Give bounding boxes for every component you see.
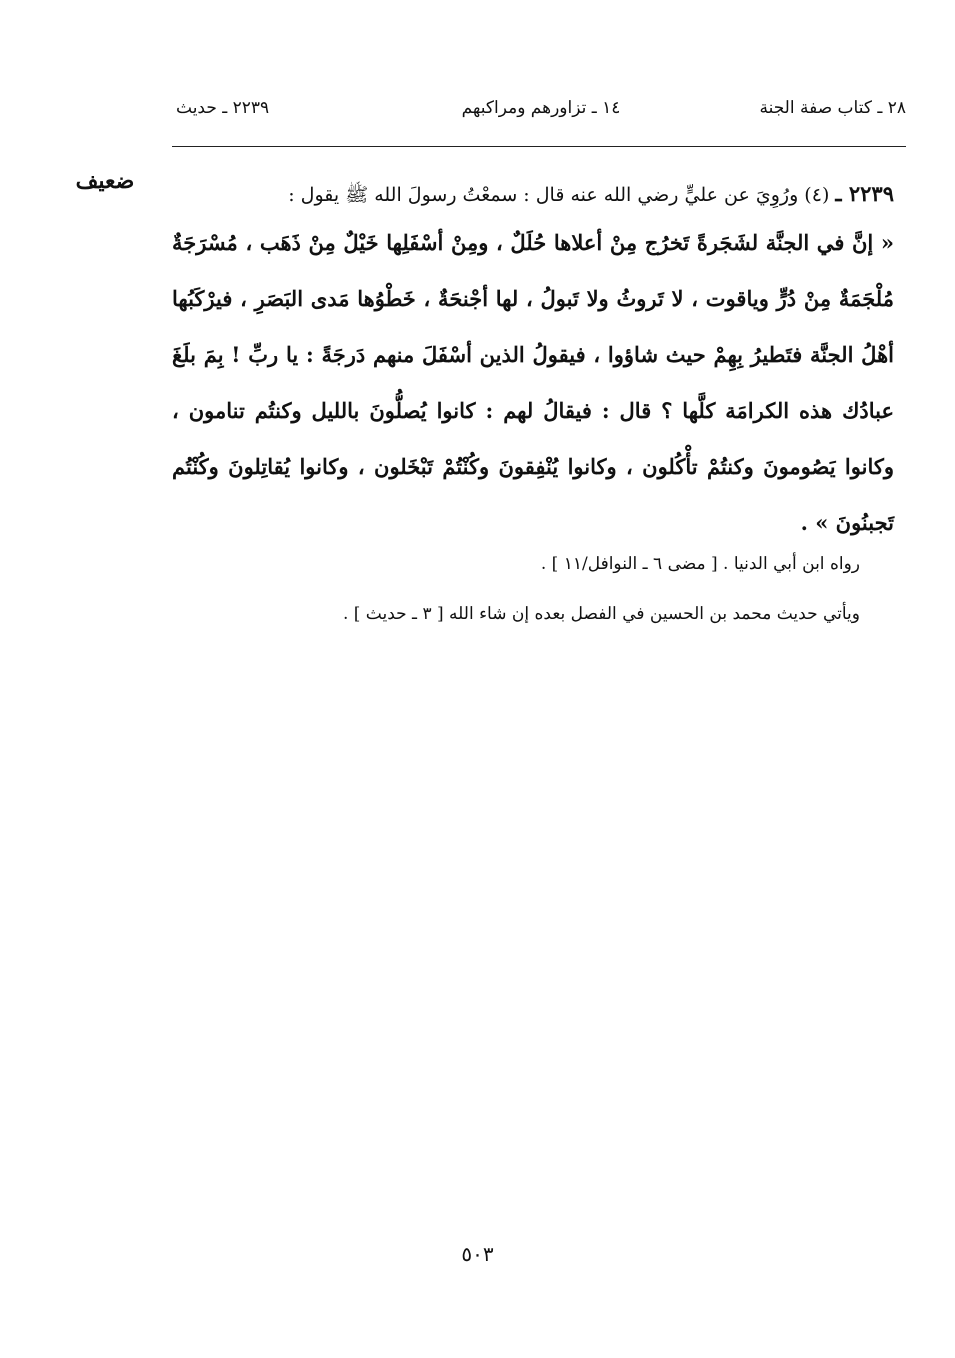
source-reference: رواه ابن أبي الدنيا . [ مضى ٦ ـ النوافل/١١ ] . (540, 554, 860, 574)
hadith-number: ٢٢٣٩ ـ (835, 181, 894, 206)
hadith-intro-line (172, 174, 894, 215)
hadith-text: « إنَّ في الجنَّة لشَجَرةً تَخرُج مِنْ أعلاها حُلَلٌ ، ومِنْ أسْفَلِها خَيْلٌ مِنْ ذَهَب ، مُسْرَجَةٌ مُلْجَمَةٌ مِنْ دُرٍّ وياقوت ، لا تَروثُ ولا تَبولُ ، لها أجْنحَةٌ ، خَطْوُها مَدى البَصَرِ ، فيرْكَبُها أهْلُ الجنَّة فتَطيرُ بِهِمْ حيث شاؤوا ، فيقولُ الذين أسْفَلَ منهم دَرجَةً : يا ربِّ ! بِمَ بلَغَ عبادُك هذه الكرامَة كلَّها ؟ قال : فيقالُ لهم : كانوا يُصلُّونَ بالليل وكنتُم تنامون ، وكانوا يَصُومونَ وكنتُمْ تأْكُلون ، وكانوا يُنْفِقونَ وكُنْتُمْ تَبْخَلون ، وكانوا يُقاتِلونَ وكُنْتُم تَجبنُونَ » . (172, 230, 894, 535)
header-divider (172, 146, 906, 147)
cross-reference: ويأتي حديث محمد بن الحسين في الفصل بعده إن شاء الله [ ٣ ـ حديث ] . (342, 604, 860, 624)
hadith-isnad: (٤) ورُوِيَ عن عليٍّ رضي الله عنه قال : سمعْتُ رسولَ الله ﷺ يقول : (288, 184, 830, 206)
header-chapter-title: ١٤ ـ تزاورهم ومراكبهم (461, 98, 621, 118)
header-hadith-number: ٢٢٣٩ ـ حديث (176, 98, 270, 118)
page-number: ٥٠٣ (461, 1242, 494, 1266)
hadith-grade-label: ضعيف (75, 168, 135, 194)
running-header (176, 98, 906, 128)
hadith-entry (172, 174, 894, 551)
header-book-title: ٢٨ ـ كتاب صفة الجنة (759, 98, 906, 118)
